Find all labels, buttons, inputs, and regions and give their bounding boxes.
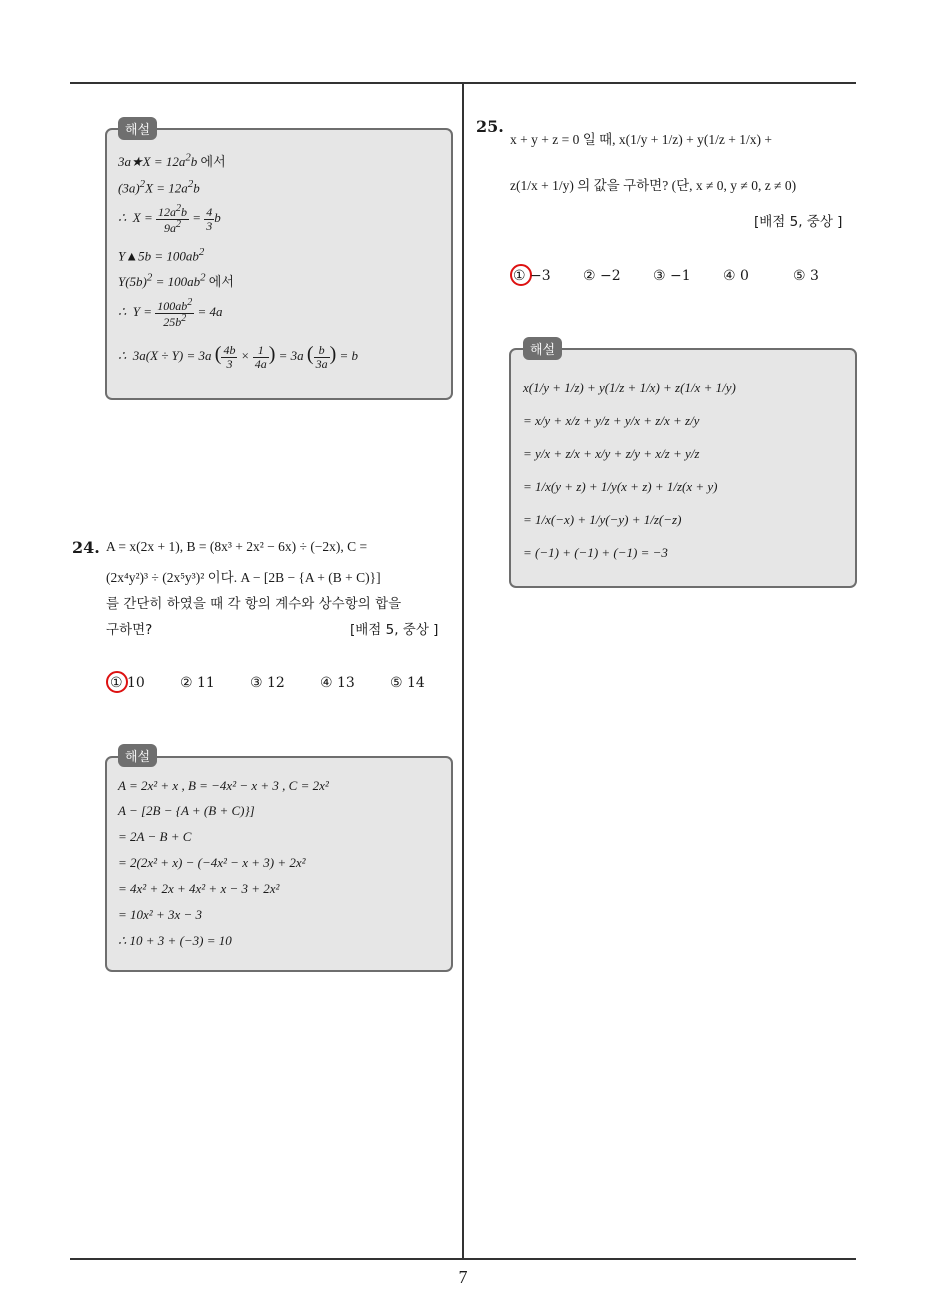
- q24-line-2: (2x⁴y²)³ ÷ (2x⁵y³)² 이다. A − [2B − {A + (B + C)}]: [106, 570, 381, 585]
- q24-choice-4[interactable]: ④ 13: [320, 675, 355, 691]
- q23-sol-line-4: Y▲5b = $100ab^2$: [118, 246, 205, 264]
- q24-sol-line-5: = 4x² + 2x + 4x² + x − 3 + 2x²: [118, 881, 280, 896]
- q25-solution-tag: 해설: [523, 337, 562, 360]
- q24-line-3: 를 간단히 하였을 때 각 항의 계수와 상수항의 합을: [106, 596, 402, 612]
- q23-sol-line-3: ∴ X = $\frac{12a^2b}{9a^2}$ = $\frac{4}{3}$ b: [118, 203, 221, 235]
- bottom-rule: [70, 1258, 856, 1260]
- q25-choice-2[interactable]: ② −2: [583, 268, 621, 284]
- q25-score: [배점 5, 중상 ]: [754, 214, 843, 230]
- q25-sol-line-5: = 1/x(−x) + 1/y(−y) + 1/z(−z): [523, 512, 682, 527]
- q24-score: [배점 5, 중상 ]: [350, 622, 439, 638]
- q24-sol-line-4: = 2(2x² + x) − (−4x² − x + 3) + 2x²: [118, 855, 306, 870]
- q24-sol-line-7: ∴ 10 + 3 + (−3) = 10: [118, 933, 232, 948]
- q24-sol-line-1: A = 2x² + x , B = −4x² − x + 3 , C = 2x²: [118, 778, 329, 793]
- q24-number: 24.: [72, 538, 100, 557]
- q24-line-4: 구하면?: [106, 622, 153, 638]
- column-divider: [462, 83, 464, 1259]
- q25-sol-line-6: = (−1) + (−1) + (−1) = −3: [523, 545, 668, 560]
- q24-choice-1[interactable]: ① 10: [110, 675, 145, 691]
- q25-sol-line-4: = 1/x(y + z) + 1/y(x + z) + 1/z(x + y): [523, 479, 718, 494]
- q24-sol-line-6: = 10x² + 3x − 3: [118, 907, 203, 922]
- q24-choice-3[interactable]: ③ 12: [250, 675, 285, 691]
- q24-choice-2[interactable]: ② 11: [180, 675, 215, 691]
- q25-choice-3[interactable]: ③ −1: [653, 268, 691, 284]
- q24-sol-line-2: A − [2B − {A + (B + C)}]: [118, 803, 255, 818]
- page-number: 7: [458, 1267, 468, 1287]
- q24-choices: [110, 675, 425, 691]
- q23-sol-line-2: $(3a)^2X = 12a^2b$: [118, 178, 200, 196]
- q25-sol-line-1: x(1/y + 1/z) + y(1/z + 1/x) + z(1/x + 1/y): [523, 380, 736, 395]
- q25-line-2: z(1/x + 1/y) 의 값을 구하면? (단, x ≠ 0, y ≠ 0, z ≠ 0): [510, 178, 797, 193]
- q23-solution-tag: 해설: [118, 117, 157, 140]
- q25-choice-5[interactable]: ⑤ 3: [793, 268, 819, 284]
- q25-choice-1[interactable]: ① −3: [513, 268, 551, 284]
- q24-line-1: A = x(2x + 1), B = (8x³ + 2x² − 6x) ÷ (−2x), C =: [106, 539, 368, 554]
- q24-solution-tag: 해설: [118, 744, 157, 767]
- q25-number: 25.: [476, 117, 504, 136]
- q25-choice-4[interactable]: ④ 0: [723, 268, 749, 284]
- q25-sol-line-3: = y/x + z/x + x/y + z/y + x/z + y/z: [523, 446, 700, 461]
- q24-choice-5[interactable]: ⑤ 14: [390, 675, 425, 691]
- q24-sol-line-3: = 2A − B + C: [118, 829, 192, 844]
- q23-sol-line-5: $Y(5b)^2 = 100ab^2$ 에서: [118, 271, 234, 290]
- q25-line-1: x + y + z = 0 일 때, x(1/y + 1/z) + y(1/z + 1/x) +: [510, 132, 772, 147]
- q25-sol-line-2: = x/y + x/z + y/z + y/x + z/x + z/y: [523, 413, 700, 428]
- q23-sol-line-1: 3a★X = $12a^2b$ 에서: [118, 151, 226, 170]
- q23-sol-line-7: ∴ 3a(X ÷ Y) = 3a ( $\frac{4b}{3}$ × $\frac{1}{4a}$ ) = 3a ( $\frac{b}{3a}$ ) = b: [118, 342, 359, 371]
- q25-choices: [513, 268, 819, 284]
- q23-sol-line-6: ∴ Y = $\frac{100ab^2}{25b^2}$ = 4a: [118, 297, 223, 329]
